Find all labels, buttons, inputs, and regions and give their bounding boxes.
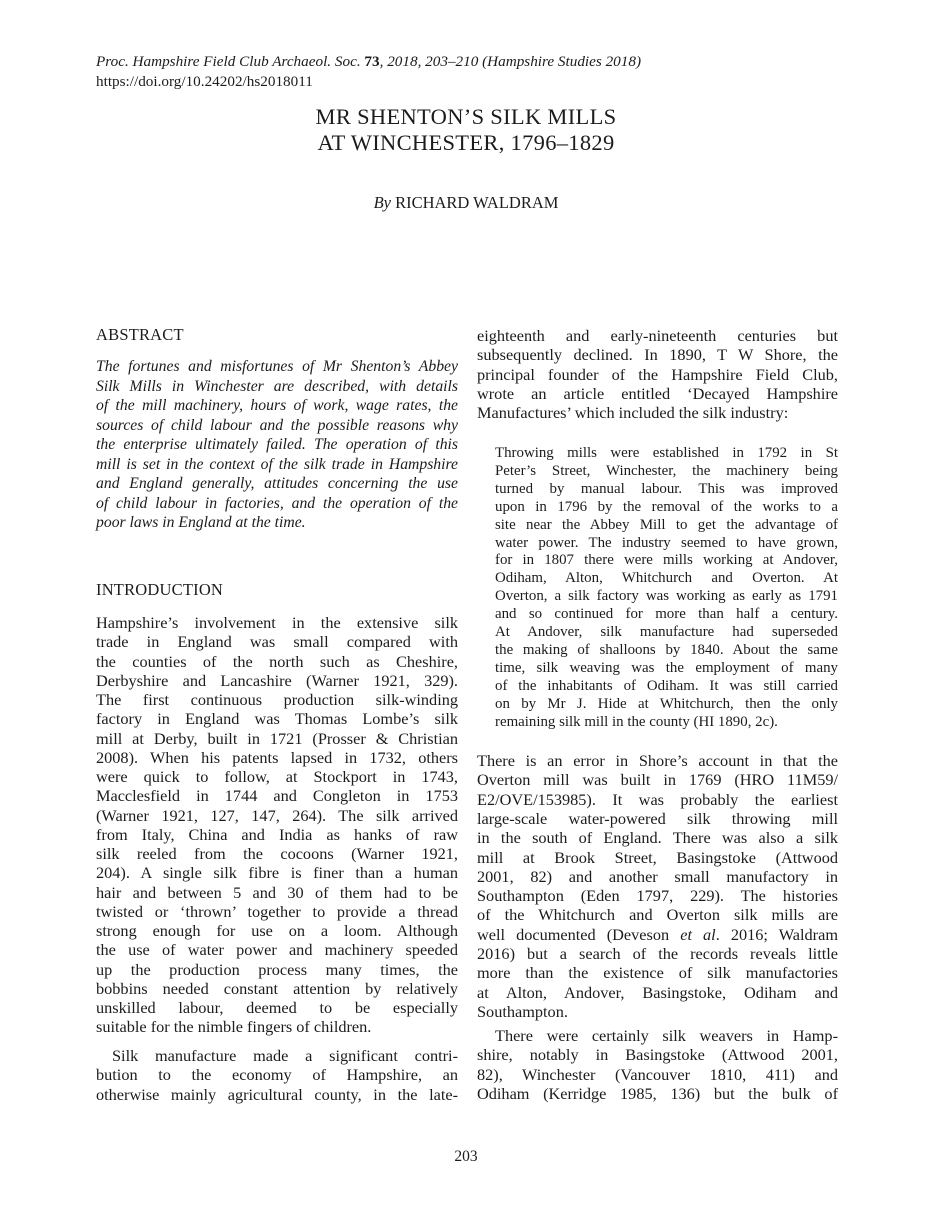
volume-number: 73 — [364, 53, 380, 70]
intro-paragraph-line: mill at Derby, built in 1721 (Prosser & Christian — [96, 728, 458, 748]
body-paragraph-line: at Alton, Andover, Basingstoke, Odiham and — [477, 982, 838, 1002]
block-quote-line: for in 1807 there were mills working at Andover, — [495, 552, 838, 569]
body-paragraph-line: Overton mill was built in 1769 (HRO 11M59/ — [477, 770, 838, 790]
page-number: 203 — [454, 1148, 478, 1165]
intro-paragraph-line: Silk manufacture made a significant contri- — [112, 1046, 458, 1065]
intro-paragraph-line: Macclesfield in 1744 and Congleton in 1753 — [96, 786, 458, 806]
introduction-heading: INTRODUCTION — [96, 580, 224, 599]
body-paragraph-line: There is an error in Shore’s account in that the — [477, 751, 838, 770]
block-quote-line: on by Mr J. Hide at Whitchurch, then the only — [495, 695, 838, 712]
intro-paragraph-line: otherwise mainly agricultural county, in the late- — [96, 1084, 458, 1104]
intro-paragraph-line: eighteenth and early-nineteenth centuries but — [477, 326, 838, 345]
body-paragraph-line: well documented (Deveson et al. 2016; Waldram — [477, 924, 838, 944]
intro-paragraph-line: Derbyshire and Lancashire (Warner 1921, 329). — [96, 670, 458, 690]
intro-paragraph-line: strong enough for use on a loom. Although — [96, 921, 458, 940]
author-name: RICHARD WALDRAM — [395, 193, 559, 212]
abstract-line: The fortunes and misfortunes of Mr Shenton’s Abbey — [96, 358, 458, 375]
body-paragraph-line: more than the existence of silk manufactories — [477, 963, 838, 983]
intro-paragraph-line: The first continuous production silk-winding — [96, 690, 458, 709]
abstract-line: of child labour in factories, and the operation of the — [96, 494, 458, 512]
intro-paragraph-line: were quick to follow, at Stockport in 1743, — [96, 767, 458, 786]
abstract-line: sources of child labour and the possible reasons why — [96, 416, 458, 434]
abstract-line: of the mill machinery, hours of work, wage rates, the — [96, 397, 458, 414]
intro-paragraph-line: Hampshire’s involvement in the extensive silk — [96, 613, 458, 632]
citation-details: , 2018, 203–210 (Hampshire Studies 2018) — [379, 53, 642, 70]
abstract-line: mill is set in the context of the silk trade in Hampshire — [96, 455, 458, 473]
byline-prefix: By — [373, 193, 391, 212]
block-quote-line: of the inhabitants of Odiham. It was still carried — [495, 677, 838, 694]
body-paragraph-line: 2001, 82) and another small manufactory in — [477, 866, 838, 886]
body-paragraph-line: mill at Brook Street, Basingstoke (Attwood — [477, 847, 838, 867]
abstract-line: poor laws in England at the time. — [96, 514, 306, 531]
intro-paragraph-line: 204). A single silk fibre is finer than a human — [96, 863, 458, 883]
block-quote-line: the making of shalloons by 1840. About the same — [495, 641, 838, 658]
intro-paragraph-line: from Italy, China and India as hanks of raw — [96, 824, 458, 844]
intro-paragraph-line: 2008). When his patents lapsed in 1732, others — [96, 747, 458, 767]
block-quote-line: turned by manual labour. This was improved — [495, 480, 838, 497]
abstract-line: Silk Mills in Winchester are described, with details — [96, 377, 458, 395]
intro-paragraph-line: subsequently declined. In 1890, T W Shore, the — [477, 345, 838, 365]
block-quote-line: site near the Abbey Mill to get the advantage of — [495, 516, 838, 533]
intro-paragraph-line: factory in England was Thomas Lombe’s silk — [96, 709, 458, 729]
intro-paragraph-line: the counties of the north such as Cheshire, — [96, 651, 458, 671]
abstract-heading: ABSTRACT — [96, 325, 184, 344]
abstract-line: and England generally, attitudes concerning the use — [96, 475, 458, 492]
intro-paragraph-line: up the production process many times, the — [96, 959, 458, 979]
body-paragraph-line: Odiham (Kerridge 1985, 136) but the bulk of — [477, 1083, 838, 1103]
body-paragraph-line: E2/OVE/153985). It was probably the earliest — [477, 789, 838, 809]
block-quote-line: and so continued for more than half a century. — [495, 606, 838, 623]
intro-paragraph-line: hair and between 5 and 30 of them had to be — [96, 882, 458, 902]
journal-citation — [96, 53, 856, 71]
body-paragraph-line: There were certainly silk weavers in Hamp- — [495, 1026, 838, 1045]
intro-paragraph-line: principal founder of the Hampshire Field Club, — [477, 364, 838, 384]
block-quote-line: At Andover, silk manufacture had superseded — [495, 624, 838, 640]
body-paragraph-line: 2016) but a search of the records reveals little — [477, 944, 838, 963]
block-quote-line: Odiham, Alton, Whitchurch and Overton. At — [495, 570, 838, 587]
body-paragraph-line: 82), Winchester (Vancouver 1810, 411) and — [477, 1064, 838, 1084]
block-quote-line: Overton, a silk factory was working as early as 1791 — [495, 588, 838, 605]
intro-paragraph-line: wrote an article entitled ‘Decayed Hampshire — [477, 383, 838, 403]
body-paragraph-line: Southampton. — [477, 1001, 568, 1021]
body-paragraph-line: Southampton (Eden 1797, 229). The histories — [477, 886, 838, 906]
intro-paragraph-line: the use of water power and machinery speeded — [96, 940, 458, 960]
byline — [160, 193, 772, 213]
journal-name: Proc. Hampshire Field Club Archaeol. Soc. — [96, 53, 361, 70]
block-quote-line: time, silk weaving was the employment of many — [495, 659, 838, 676]
article-title-line-1: MR SHENTON’S SILK MILLS — [315, 104, 617, 129]
doi-link[interactable]: https://doi.org/10.24202/hs2018011 — [96, 73, 313, 90]
abstract-line: the enterprise ultimately failed. The operation of this — [96, 436, 458, 453]
intro-paragraph-line: bobbins needed constant attention by relatively — [96, 978, 458, 998]
block-quote-line: Throwing mills were established in 1792 in St — [495, 445, 838, 461]
body-paragraph-line: in the south of England. There was also a silk — [477, 828, 838, 848]
intro-paragraph-line: bution to the economy of Hampshire, an — [96, 1065, 458, 1085]
block-quote-line: water power. The industry seemed to have grown, — [495, 534, 838, 551]
body-paragraph-line: of the Whitchurch and Overton silk mills are — [477, 905, 838, 925]
intro-paragraph-line: twisted or ‘thrown’ together to provide a thread — [96, 901, 458, 921]
body-paragraph-line: large-scale water-powered silk throwing mill — [477, 808, 838, 828]
block-quote-line: upon in 1796 by the removal of the works to a — [495, 498, 838, 515]
intro-paragraph-line: unskilled labour, deemed to be especially — [96, 998, 458, 1017]
article-title-line-2: AT WINCHESTER, 1796–1829 — [317, 130, 615, 155]
intro-paragraph-line: silk reeled from the cocoons (Warner 1921, — [96, 844, 458, 863]
body-paragraph-line: shire, notably in Basingstoke (Attwood 2001, — [477, 1045, 838, 1065]
intro-paragraph-line: trade in England was small compared with — [96, 632, 458, 652]
intro-paragraph-line: (Warner 1921, 127, 147, 264). The silk arrived — [96, 805, 458, 825]
intro-paragraph-line: Manufactures’ which included the silk industry: — [477, 403, 789, 423]
intro-paragraph-line: suitable for the nimble fingers of children. — [96, 1017, 372, 1037]
block-quote-line: Peter’s Street, Winchester, the machinery being — [495, 462, 838, 479]
block-quote-line: remaining silk mill in the county (HI 1890, 2c). — [495, 713, 778, 730]
